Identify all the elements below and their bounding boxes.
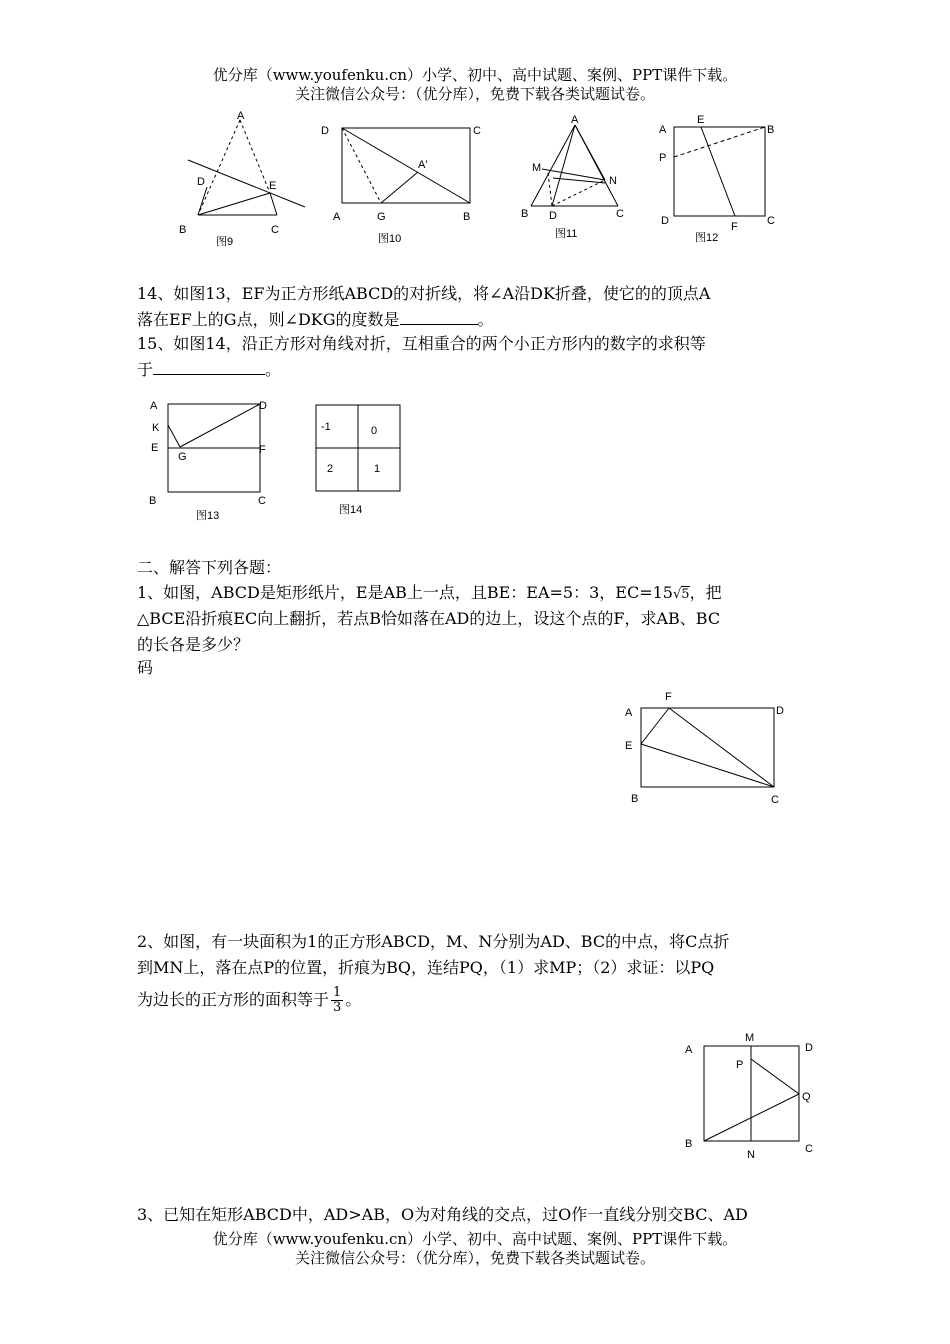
p2-line2: 到MN上，落在点P的位置，折痕为BQ，连结PQ，（1）求MP；（2）求证：以PQ	[137, 958, 715, 977]
figure-13	[145, 395, 275, 525]
fraction-numerator: 1	[333, 985, 342, 1000]
q14-line2	[137, 307, 494, 333]
fig9-label-e: E	[269, 180, 277, 192]
fig10-label-b: B	[463, 211, 471, 223]
p1-fig-label-c: C	[771, 794, 779, 806]
fig11-label-c: C	[616, 208, 624, 220]
fig10-label-aprime: A'	[418, 159, 428, 171]
sqrt-symbol: √	[672, 587, 682, 602]
page-header-line2: 关注微信公众号：（优分库），免费下载各类试题试卷。	[294, 85, 655, 103]
p1-line1-end: ，把	[689, 583, 722, 602]
fig13-label-a: A	[150, 400, 158, 412]
page-header-line1: 优分库（www.youfenku.cn）小学、初中、高中试题、案例、PPT课件下载。	[212, 66, 738, 84]
figure-10	[318, 120, 488, 250]
p1-line2: △BCE沿折痕EC向上翻折，若点B恰如落在AD的边上，设这个点的F，求AB、BC	[137, 609, 721, 628]
fig10-label-g: G	[377, 211, 386, 223]
p1-fig-label-a: A	[625, 707, 633, 719]
figure-p1	[620, 688, 790, 810]
fig11-label-n: N	[609, 175, 617, 187]
q15-line2-text: 于	[137, 360, 154, 379]
fig12-label-a: A	[659, 124, 667, 136]
p1-fig-label-e: E	[625, 740, 633, 752]
fig9-label-b: B	[179, 224, 187, 236]
fig9-label-a: A	[237, 110, 245, 122]
p2-fig-label-a: A	[685, 1044, 693, 1056]
fig14-caption: 图14	[339, 504, 363, 516]
q15-line2-end: 。	[265, 360, 282, 379]
p1-fig-label-b: B	[631, 793, 639, 805]
p2-line3-text: 为边长的正方形的面积等于	[137, 990, 330, 1009]
q15-answer-blank[interactable]	[153, 358, 265, 375]
page-footer-line2: 关注微信公众号：（优分库），免费下载各类试题试卷。	[294, 1249, 655, 1267]
fig13-label-f: F	[259, 444, 266, 456]
p2-line1: 2、如图，有一块面积为1的正方形ABCD，M、N分别为AD、BC的中点，将C点折	[137, 932, 730, 951]
p2-line3	[137, 986, 361, 1015]
q15-line1: 15、如图14，沿正方形对角线对折，互相重合的两个小正方形内的数字的求积等	[137, 334, 706, 353]
q14-line2-text: 落在EF上的G点，则∠DKG的度数是	[137, 310, 400, 329]
fig9-caption: 图9	[216, 236, 234, 248]
p2-fig-label-q: Q	[802, 1091, 811, 1103]
q15-line2	[137, 357, 281, 383]
figure-p2	[680, 1030, 820, 1160]
q14-answer-blank[interactable]	[400, 308, 478, 325]
fig11-label-a: A	[571, 114, 579, 126]
p2-fig-label-n: N	[747, 1149, 755, 1161]
fig13-label-k: K	[152, 422, 160, 434]
fig10-label-d: D	[321, 125, 329, 137]
fig14-cell-1: -1	[321, 421, 331, 433]
p1-line4: 码	[137, 658, 154, 677]
q14-line1: 14、如图13，EF为正方形纸ABCD的对折线，将∠A沿DK折叠，使它的的顶点A	[137, 284, 711, 303]
fig10-caption: 图10	[378, 233, 402, 245]
p3-line1: 3、已知在矩形ABCD中，AD>AB，O为对角线的交点，过O作一直线分别交BC、AD	[137, 1205, 748, 1224]
fig9-label-d: D	[197, 176, 205, 188]
fig13-label-c: C	[258, 495, 266, 507]
p1-fig-label-f: F	[665, 691, 672, 703]
fig13-label-e: E	[151, 442, 159, 454]
p1-fig-label-d: D	[776, 705, 784, 717]
p1-line1	[137, 580, 722, 608]
fig12-label-e: E	[697, 114, 705, 126]
fig13-label-d: D	[259, 400, 267, 412]
fig10-label-c: C	[473, 125, 481, 137]
fig11-caption: 图11	[555, 228, 578, 240]
fig13-label-g: G	[178, 451, 187, 463]
fig11-label-d: D	[549, 210, 557, 222]
q14-line2-end: 。	[477, 310, 494, 329]
fig14-cell-2: 0	[371, 425, 378, 437]
fig14-cell-3: 2	[327, 463, 334, 475]
p1-sqrt-value: 5	[681, 587, 690, 602]
figure-12	[655, 113, 785, 248]
fig12-label-d: D	[661, 215, 669, 227]
fig10-label-a: A	[333, 211, 341, 223]
figure-14	[312, 402, 407, 522]
p1-line1-text: 1、如图，ABCD是矩形纸片，E是AB上一点，且BE：EA=5：3，EC=15	[137, 583, 673, 602]
fig12-label-c: C	[767, 215, 775, 227]
p2-line3-end: 。	[345, 990, 362, 1009]
p2-fig-label-m: M	[745, 1032, 755, 1044]
fig9-label-c: C	[271, 224, 279, 236]
fig12-label-b: B	[767, 124, 775, 136]
figure-9	[170, 105, 320, 250]
fig12-label-p: P	[659, 152, 667, 164]
p2-fig-label-c: C	[805, 1143, 813, 1155]
p2-fig-label-b: B	[685, 1138, 693, 1150]
page-footer-line1: 优分库（www.youfenku.cn）小学、初中、高中试题、案例、PPT课件下载。	[212, 1230, 738, 1248]
p2-fig-label-p: P	[736, 1059, 744, 1071]
fraction-denominator: 3	[333, 1000, 342, 1015]
fig11-label-m: M	[532, 162, 542, 174]
fig12-caption: 图12	[695, 232, 719, 244]
fraction-one-third	[331, 986, 343, 1015]
fig11-label-b: B	[521, 208, 529, 220]
figure-11	[518, 113, 633, 248]
fig13-label-b: B	[149, 495, 157, 507]
fig13-caption: 图13	[196, 510, 220, 522]
p1-line3: 的长各是多少？	[137, 635, 250, 654]
fig14-cell-4: 1	[374, 463, 381, 475]
section-2-title: 二、解答下列各题：	[137, 558, 282, 577]
p2-fig-label-d: D	[805, 1042, 813, 1054]
fig12-label-f: F	[731, 221, 738, 233]
